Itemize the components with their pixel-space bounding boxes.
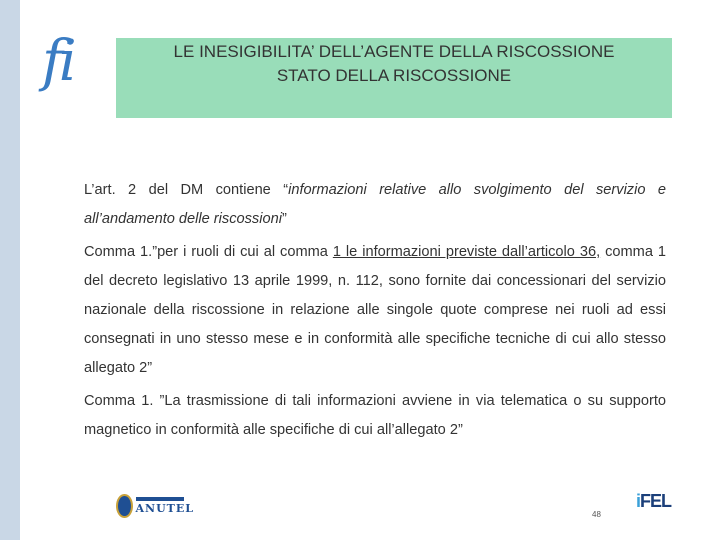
- ifel-logo-text: iFEL: [636, 491, 672, 511]
- paragraph-2-tail: comma 1 del decreto legislativo 13 aprile 1999, n. 112, sono fornite dai concessionari del servizio nazionale della riscossione in relazione alle singole quote comprese nei ruoli ad essi consegnati in uno stesso mese e in conformità alle specifiche tecniche di cui allo stesso allegato 2”: [84, 244, 666, 376]
- slide-body: [84, 176, 666, 449]
- ifel-logo: [636, 492, 676, 524]
- anutel-logo: [116, 492, 194, 520]
- fi-logo: fi: [42, 29, 73, 94]
- paragraph-3: Comma 1. ”La trasmissione di tali informazioni avviene in via telematica o su supporto magnetico in conformità alle specifiche di cui all’allegato 2”: [84, 393, 666, 438]
- page-number: 48: [592, 510, 601, 519]
- paragraph-1-italic: informazioni relative allo svolgimento del servizio e all’andamento delle riscossioni: [84, 182, 667, 227]
- left-decorative-band: [0, 0, 20, 540]
- title-line-1: LE INESIGIBILITA’ DELL’AGENTE DELLA RISCOSSIONE: [173, 42, 615, 61]
- paragraph-2-lead: Comma 1.”per i ruoli di cui al comma: [84, 244, 333, 260]
- paragraph-1: [84, 176, 666, 234]
- title-line-2: STATO DELLA RISCOSSIONE: [276, 66, 512, 85]
- paragraph-1-lead: L’art. 2 del DM contiene “: [84, 182, 289, 198]
- paragraph-2: [84, 238, 666, 383]
- anutel-logo-text: ANUTEL: [135, 502, 194, 515]
- anutel-seal-icon: [116, 494, 133, 518]
- slide-title: [116, 38, 672, 118]
- paragraph-2-underlined: 1 le informazioni previste dall’articolo 36,: [332, 244, 601, 260]
- paragraph-1-tail: ”: [281, 211, 287, 227]
